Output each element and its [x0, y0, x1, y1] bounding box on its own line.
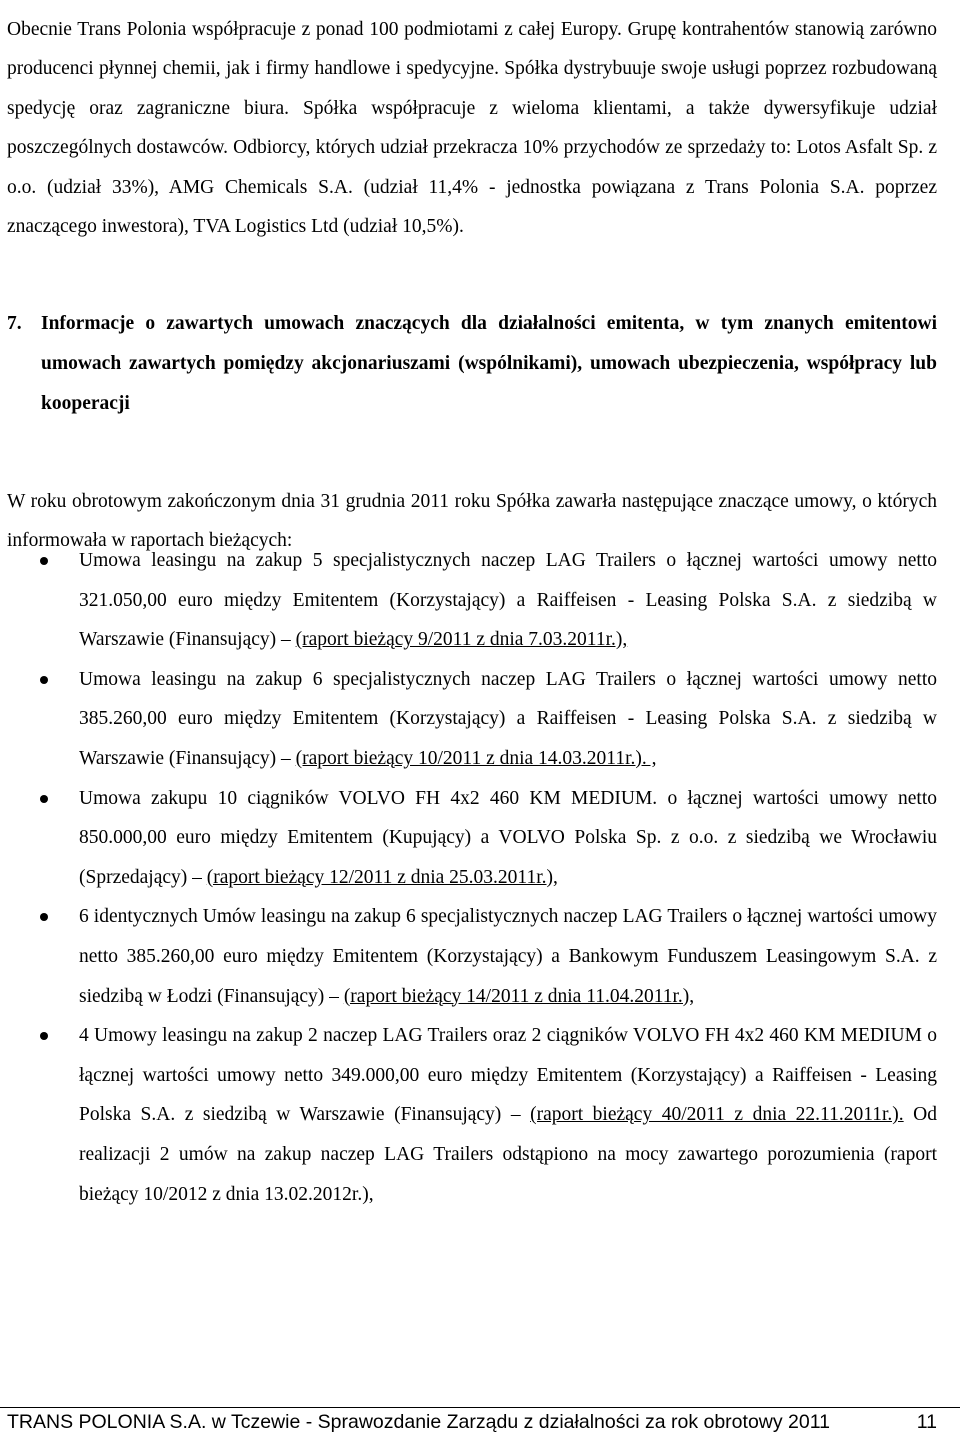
bullet-icon — [40, 1032, 48, 1040]
agreement-text: 6 identycznych Umów leasingu na zakup 6 specjalistycznych naczep LAG Trailers o łącznej wartości umowy netto 385.260,00 euro między Emitentem (Korzystający) a Bankowym Funduszem Leasingowym S.A. z siedzibą w Łodzi (Finansujący) – — [79, 906, 937, 1007]
agreement-text: Umowa leasingu na zakup 5 specjalistycznych naczep LAG Trailers o łącznej wartości umowy netto 321.050,00 euro między Emitentem (Korzystający) a Raiffeisen - Leasing Polska S.A. z siedzibą w Warszawie (Finansujący) – — [79, 550, 937, 651]
agreement-item — [0, 779, 937, 898]
bullet-icon — [40, 557, 48, 565]
agreement-item — [0, 660, 937, 779]
report-reference: (raport bieżący 10/2011 z dnia 14.03.2011r.). , — [295, 747, 657, 769]
page-number: 11 — [916, 1411, 937, 1433]
agreement-text: Umowa leasingu na zakup 6 specjalistycznych naczep LAG Trailers o łącznej wartości umowy netto 385.260,00 euro między Emitentem (Korzystający) a Raiffeisen - Leasing Polska S.A. z siedzibą w Warszawie (Finansujący) – — [79, 668, 937, 769]
report-reference: (raport bieżący 14/2011 z dnia 11.04.2011r.), — [343, 985, 695, 1007]
bullet-icon — [40, 676, 48, 684]
intro-paragraph: Obecnie Trans Polonia współpracuje z ponad 100 podmiotami z całej Europy. Grupę kontrahentów stanowią zarówno producenci płynnej chemii, jak i firmy handlowe i spedycyjne. Spółka dystrybuuje swoje usługi poprzez rozbudowaną spedycję oraz zagraniczne biura. Spółka współpracuje z wieloma klientami, a także dywersyfikuje udział poszczególnych dostawców. Odbiorcy, których udział przekracza 10% przychodów ze sprzedaży to: Lotos Asfalt Sp. z o.o. (udział 33%), AMG Chemicals S.A. (udział 11,4% - jednostka powiązana z Trans Polonia S.A. poprzez znaczącego inwestora), TVA Logistics Ltd (udział 10,5%). — [7, 18, 937, 238]
agreement-item — [0, 1016, 937, 1214]
section-title: Informacje o zawartych umowach znaczących dla działalności emitenta, w tym znanych emitentowi umowach zawartych pomiędzy akcjonariuszami (wspólnikami), umowach ubezpieczenia, współpracy lub kooperacji — [41, 313, 937, 414]
agreements-list — [0, 541, 960, 1214]
body-paragraph: W roku obrotowym zakończonym dnia 31 grudnia 2011 roku Spółka zawarła następujące znaczące umowy, o których informowała w raportach bieżących: — [7, 490, 937, 552]
agreement-text: Umowa zakupu 10 ciągników VOLVO FH 4x2 460 KM MEDIUM. o łącznej wartości umowy netto 850.000,00 euro między Emitentem (Kupujący) a VOLVO Polska Sp. z o.o. z siedzibą we Wrocławiu (Sprzedający) – — [79, 787, 937, 888]
bullet-icon — [40, 913, 48, 921]
agreement-item — [0, 541, 937, 660]
footer-title: TRANS POLONIA S.A. w Tczewie - Sprawozdanie Zarządu z działalności za rok obrotowy 2011 — [7, 1411, 830, 1433]
agreement-item — [0, 897, 937, 1016]
report-reference: (raport bieżący 12/2011 z dnia 25.03.2011r.), — [206, 866, 558, 888]
report-reference: (raport bieżący 9/2011 z dnia 7.03.2011r.), — [295, 629, 628, 651]
section-number: 7. — [7, 313, 22, 334]
agreement-note: Od realizacji 2 umów na zakup naczep LAG Trailers odstąpiono na mocy zawartego porozumienia (raport bieżący 10/2012 z dnia 13.02.2012r.), — [79, 1104, 937, 1205]
bullet-icon — [40, 795, 48, 803]
page-footer — [7, 1408, 937, 1436]
section-heading — [7, 304, 937, 424]
report-reference: (raport bieżący 40/2011 z dnia 22.11.2011r.). — [530, 1104, 904, 1126]
agreement-text: 4 Umowy leasingu na zakup 2 naczep LAG Trailers oraz 2 ciągników VOLVO FH 4x2 460 KM MEDIUM o łącznej wartości umowy netto 349.000,00 euro między Emitentem (Korzystający) a Raiffeisen - Leasing Polska S.A. z siedzibą w Warszawie (Finansujący) – — [79, 1025, 937, 1126]
